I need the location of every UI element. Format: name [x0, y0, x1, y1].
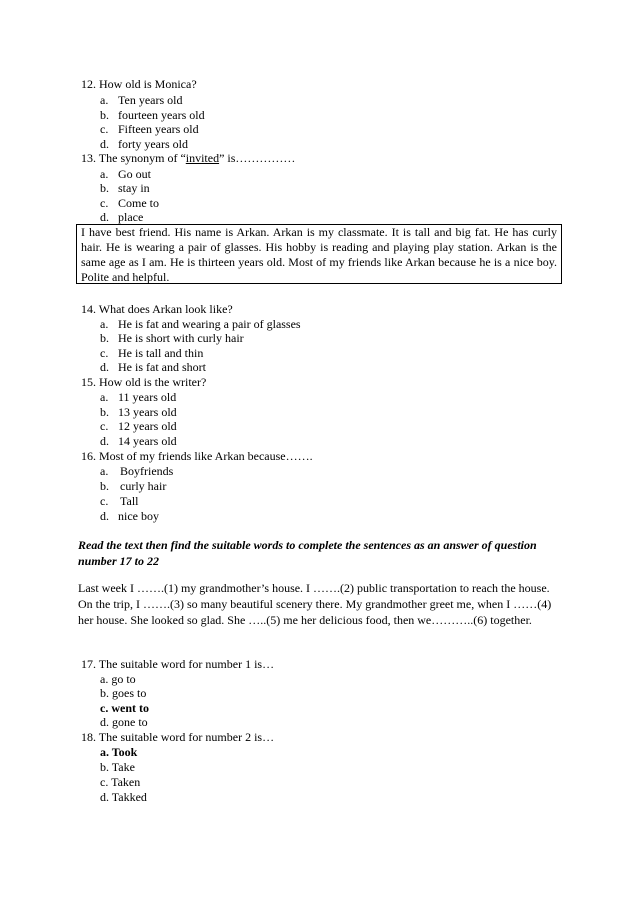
q15-option-d-text: 14 years old — [118, 434, 177, 448]
q18-option-c: c. Taken — [100, 775, 141, 789]
q15-option-a-letter: a. — [100, 390, 109, 404]
q18-option-a-answer: a. Took — [100, 745, 138, 759]
q13-option-c-text: Come to — [118, 196, 159, 210]
cloze-passage: Last week I …….(1) my grandmother’s house. I …….(2) public transportation to reach the house. On the trip, I …….(3) so many beautiful scenery there. My grandmother greet me, when I ……(4) her house. She looked so glad. She …..(5) me her delicious food, then we………..(6) together. — [78, 581, 552, 627]
q16-option-c-letter: c. — [100, 494, 109, 508]
q12-option-a-letter: a. — [100, 93, 109, 107]
q12-option-d-letter: d. — [100, 137, 109, 151]
q14-option-c-letter: c. — [100, 346, 109, 360]
q14-option-d-letter: d. — [100, 360, 109, 374]
q13-option-c-letter: c. — [100, 196, 109, 210]
q13-stem-suffix: ” is…………… — [219, 151, 296, 165]
q18-option-b: b. Take — [100, 760, 135, 774]
q15-option-c-text: 12 years old — [118, 419, 177, 433]
q16-option-c-text: Tall — [120, 494, 139, 508]
q12-option-a-text: Ten years old — [118, 93, 183, 107]
q15-stem: 15. How old is the writer? — [81, 375, 207, 389]
reading-passage-box — [76, 224, 562, 284]
q14-stem: 14. What does Arkan look like? — [81, 302, 233, 316]
q12-option-d-text: forty years old — [118, 137, 188, 151]
q17-option-c-answer: c. went to — [100, 701, 149, 715]
q12-option-b-letter: b. — [100, 108, 109, 122]
q16-option-d-text: nice boy — [118, 509, 159, 523]
q18-option-d: d. Takked — [100, 790, 147, 804]
q13-option-b-text: stay in — [118, 181, 150, 195]
q15-option-d-letter: d. — [100, 434, 109, 448]
q17-option-d: d. gone to — [100, 715, 148, 729]
q13-stem — [81, 151, 295, 165]
q12-stem: 12. How old is Monica? — [81, 77, 197, 91]
q16-option-a-text: Boyfriends — [120, 464, 174, 478]
q13-option-b-letter: b. — [100, 181, 109, 195]
q14-option-c-text: He is tall and thin — [118, 346, 204, 360]
q17-stem: 17. The suitable word for number 1 is… — [81, 657, 275, 671]
q16-option-d-letter: d. — [100, 509, 109, 523]
q13-option-d-text: place — [118, 210, 144, 224]
q16-option-b-text: curly hair — [120, 479, 167, 493]
q15-option-c-letter: c. — [100, 419, 109, 433]
q14-option-b-letter: b. — [100, 331, 109, 345]
q13-option-a-text: Go out — [118, 167, 151, 181]
q17-option-a: a. go to — [100, 672, 136, 686]
q12-option-c-letter: c. — [100, 122, 109, 136]
q14-option-a-text: He is fat and wearing a pair of glasses — [118, 317, 301, 331]
q14-option-b-text: He is short with curly hair — [118, 331, 244, 345]
q13-stem-prefix: 13. The synonym of “ — [81, 151, 186, 165]
q13-stem-word: invited — [185, 151, 220, 165]
q14-option-d-text: He is fat and short — [118, 360, 206, 374]
q16-option-b-letter: b. — [100, 479, 109, 493]
q12-option-c-text: Fifteen years old — [118, 122, 199, 136]
q15-option-b-text: 13 years old — [118, 405, 177, 419]
q16-option-a-letter: a. — [100, 464, 109, 478]
q13-option-d-letter: d. — [100, 210, 109, 224]
reading-passage-text: I have best friend. His name is Arkan. Arkan is my classmate. It is tall and big fat. He has curly hair. He is wearing a pair of glasses. His hobby is reading and playing play station. Arkan is the same age as I am. He is thirteen years old. Most of my friends like Arkan because he is a nice boy. Polite and helpful. — [81, 225, 557, 284]
q16-stem: 16. Most of my friends like Arkan because……. — [81, 449, 313, 463]
q13-option-a-letter: a. — [100, 167, 109, 181]
instruction-heading: Read the text then find the suitable words to complete the sentences as an answer of question number 17 to 22 — [78, 538, 537, 568]
q17-option-b: b. goes to — [100, 686, 147, 700]
q14-option-a-letter: a. — [100, 317, 109, 331]
q15-option-b-letter: b. — [100, 405, 109, 419]
q18-stem: 18. The suitable word for number 2 is… — [81, 730, 275, 744]
q15-option-a-text: 11 years old — [118, 390, 177, 404]
q12-option-b-text: fourteen years old — [118, 108, 205, 122]
